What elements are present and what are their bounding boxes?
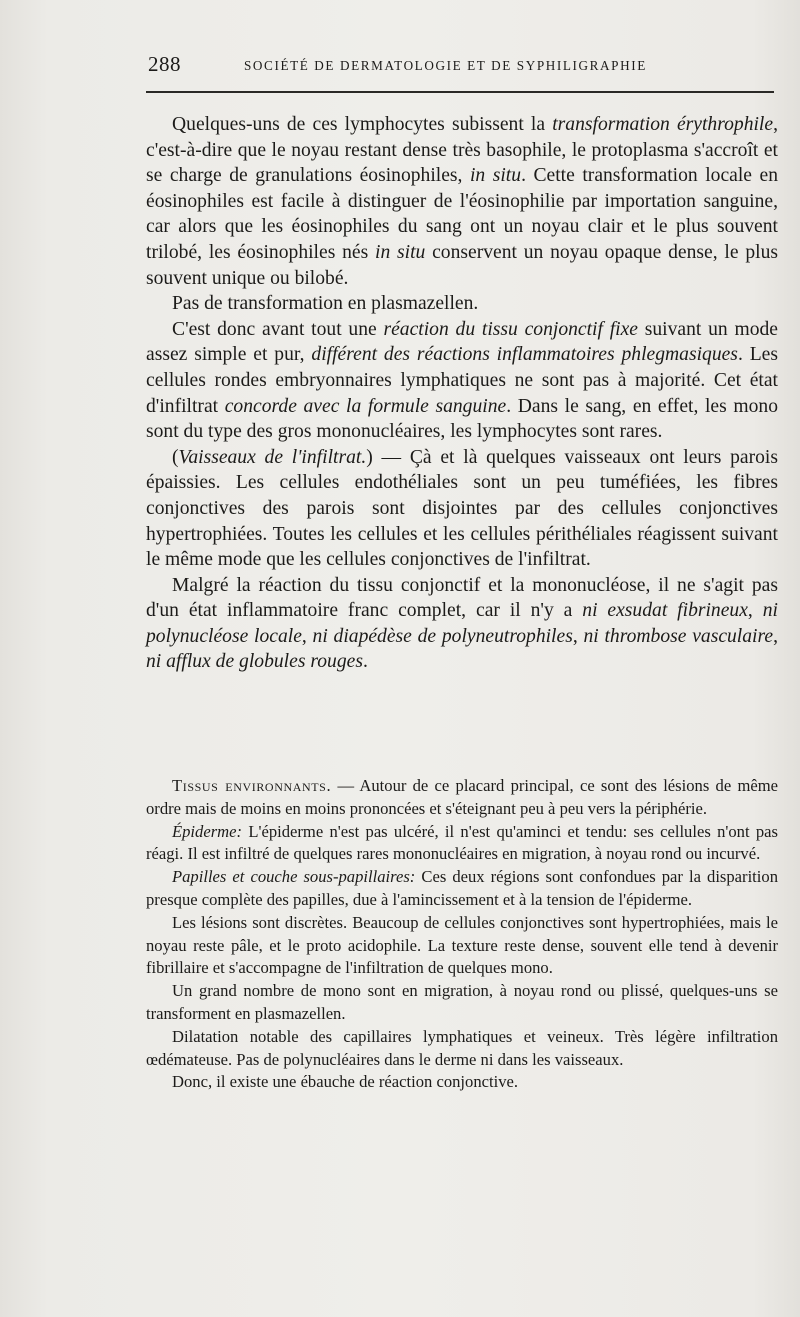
paragraph-erythrophile: Quelques-uns de ces lymphocytes subissent la transformation érythrophile, c'est-à-dire que le noyau restant dense très basophile, le protoplasma s'accroît et se charge de granulations éosinophiles, in situ. Cette transformation locale en éosinophiles est facile à distinguer de l'éosinophilie par importation sanguine, car alors que les éosinophiles du sang ont un noyau clair et le plus souvent trilobé, les éosinophiles nés in situ conservent un noyau opaque dense, le plus souvent unique ou bilobé. <box>146 114 778 289</box>
paragraph-malgre: Malgré la réaction du tissu conjonctif et la mononucléose, il ne s'agit pas d'un état inflammatoire franc complet, car il n'y a ni exsudat fibrineux, ni polynucléose locale, ni diapédèse de polyneutrophiles, ni thrombose vasculaire, ni afflux de globules rouges. <box>146 574 778 673</box>
paragraph-mono-migration: Un grand nombre de mono sont en migration, à noyau rond ou plissé, quelques-uns se transforment en plasmazellen. <box>146 981 778 1023</box>
paragraph-dilatation: Dilatation notable des capillaires lymphatiques et veineux. Très légère infiltration œdémateuse. Pas de polynucléaires dans le derme ni dans les vaisseaux. <box>146 1026 778 1069</box>
header-rule <box>146 91 774 93</box>
page-number: 288 <box>148 52 181 76</box>
paragraph-reaction: C'est donc avant tout une réaction du tissu conjonctif fixe suivant un mode assez simple et pur, différent des réactions inflammatoires phlegmasiques. Les cellules rondes embryonnaires lymphatiques ne sont pas à majorité. Cet état d'infiltrat concorde avec la formule sanguine. Dans le sang, en effet, les mono sont du type des gros mononucléaires, les lymphocytes sont rares. <box>146 318 779 443</box>
running-head: SOCIÉTÉ DE DERMATOLOGIE ET DE SYPHILIGRAPHIE <box>244 58 647 73</box>
main-text <box>146 112 778 675</box>
paragraph-papilles: Papilles et couche sous-papillaires: Ces deux régions sont confondues par la disparition presque complète des papilles, due à l'amincissement et à la tension de l'épiderme. <box>146 867 778 909</box>
page-header <box>148 52 778 82</box>
paragraph-vaisseaux: (Vaisseaux de l'infiltrat.) — Çà et là quelques vaisseaux ont leurs parois épaissies. Les cellules endothéliales sont un peu tuméfiées, les fibres conjonctives des parois sont disjointes par des cellules conjonctives hypertrophiées. Toutes les cellules et les cellules périthéliales réagissent suivant le même mode que les cellules conjonctives de l'infiltrat. <box>146 446 778 571</box>
paragraph-tissus: Tissus environnants. — Autour de ce placard principal, ce sont des lésions de même ordre mais de moins en moins prononcées et s'éteignant peu à peu vers la périphérie. <box>146 776 778 818</box>
paragraph-lesions: Les lésions sont discrètes. Beaucoup de cellules conjonctives sont hypertrophiées, mais le noyau reste pâle, et le proto acidophile. La texture reste dense, souvent elle tend à devenir fibrillaire et s'accompagne de l'infiltration de quelques mono. <box>146 912 778 978</box>
paragraph-plasmazellen: Pas de transformation en plasmazellen. <box>172 293 479 315</box>
secondary-text <box>146 775 778 1094</box>
paragraph-conclusion: Donc, il existe une ébauche de réaction conjonctive. <box>172 1072 519 1092</box>
paragraph-epiderme: Épiderme: L'épiderme n'est pas ulcéré, il n'est qu'aminci et tendu: ses cellules n'ont pas réagi. Il est infiltré de quelques rares mononucléaires en migration, à noyau rond ou incurvé. <box>146 821 778 864</box>
